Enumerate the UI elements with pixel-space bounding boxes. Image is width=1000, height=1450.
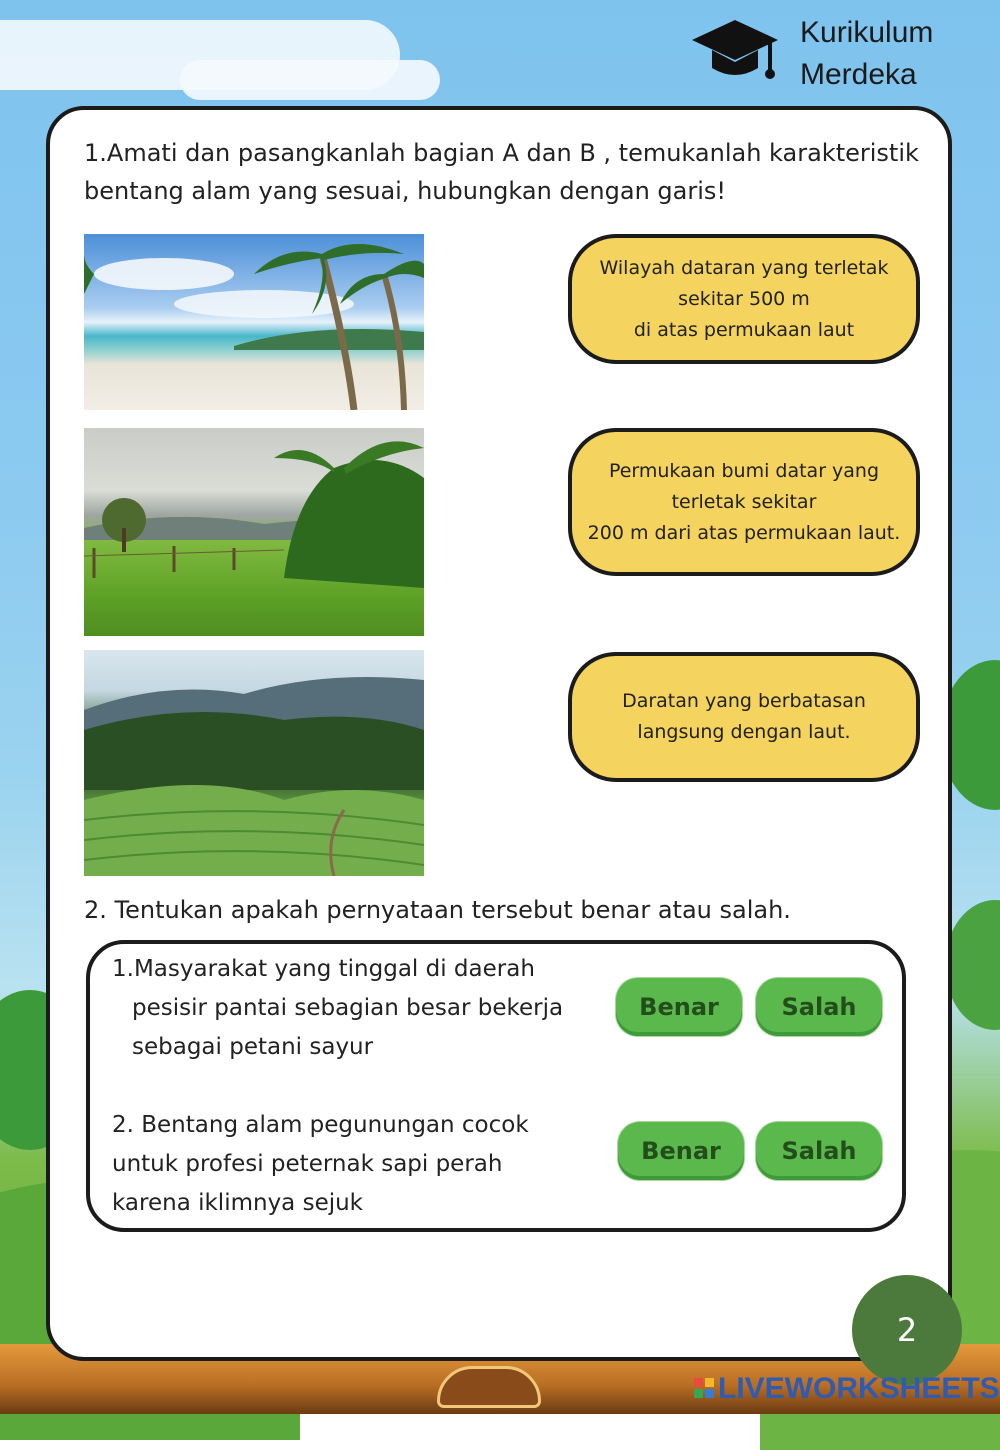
cloud <box>180 60 440 100</box>
choice-box-lowland[interactable] <box>568 428 920 576</box>
choice-line: Daratan yang berbatasan <box>622 690 866 712</box>
choice-line: di atas permukaan laut <box>633 318 855 341</box>
book-spine-ornament <box>437 1366 541 1408</box>
watermark: LIVEWORKSHEETS <box>718 1372 1000 1405</box>
statement-2-benar-button[interactable]: Benar <box>618 1122 744 1180</box>
statement-line: 2. Bentang alam pegunungan cocok <box>112 1112 529 1138</box>
brand-name <box>800 12 933 96</box>
statement-2 <box>112 1106 592 1223</box>
statement-1-benar-button[interactable]: Benar <box>616 978 742 1036</box>
choice-line: langsung dengan laut. <box>637 721 851 743</box>
choice-box-coast[interactable] <box>568 652 920 782</box>
question-1-text: 1.Amati dan pasangkanlah bagian A dan B , temukanlah karakteristik bentang alam yang sesuai, hubungkan dengan garis! <box>84 139 919 205</box>
statement-line: karena iklimnya sejuk <box>112 1190 364 1216</box>
brand-header <box>690 8 990 98</box>
question-2-text: 2. Tentukan apakah pernyataan tersebut benar atau salah. <box>84 896 791 924</box>
beach-illustration <box>84 234 424 410</box>
choice-line: Wilayah dataran yang terletak <box>599 256 889 279</box>
page-number-badge: 2 <box>852 1275 962 1385</box>
choice-box-plateau[interactable] <box>568 234 920 364</box>
choice-line: sekitar 500 m <box>678 287 810 310</box>
beach-photo <box>84 234 424 410</box>
tree <box>945 900 1000 1030</box>
choice-line: Permukaan bumi datar yang <box>608 459 880 482</box>
lowland-rice-field-photo <box>84 428 424 636</box>
graduation-cap-icon <box>690 16 780 86</box>
brand-line-2: Merdeka <box>800 58 917 91</box>
statement-line: pesisir pantai sebagian besar bekerja <box>132 995 564 1021</box>
brand-line-1: Kurikulum <box>800 16 934 49</box>
highland-tea-plantation-photo <box>84 650 424 876</box>
liveworksheets-logo-icon <box>694 1378 714 1398</box>
statement-line: sebagai petani sayur <box>132 1034 374 1060</box>
choice-line: terletak sekitar <box>671 490 817 513</box>
statement-2-salah-button[interactable]: Salah <box>756 1122 882 1180</box>
statement-1 <box>112 950 592 1067</box>
rice-field-illustration <box>84 428 424 636</box>
mountain-illustration <box>84 650 424 876</box>
statement-1-salah-button[interactable]: Salah <box>756 978 882 1036</box>
choice-line: 200 m dari atas permukaan laut. <box>587 521 901 544</box>
statement-line: untuk profesi peternak sapi perah <box>112 1151 503 1177</box>
statement-line: 1.Masyarakat yang tinggal di daerah <box>112 956 535 982</box>
